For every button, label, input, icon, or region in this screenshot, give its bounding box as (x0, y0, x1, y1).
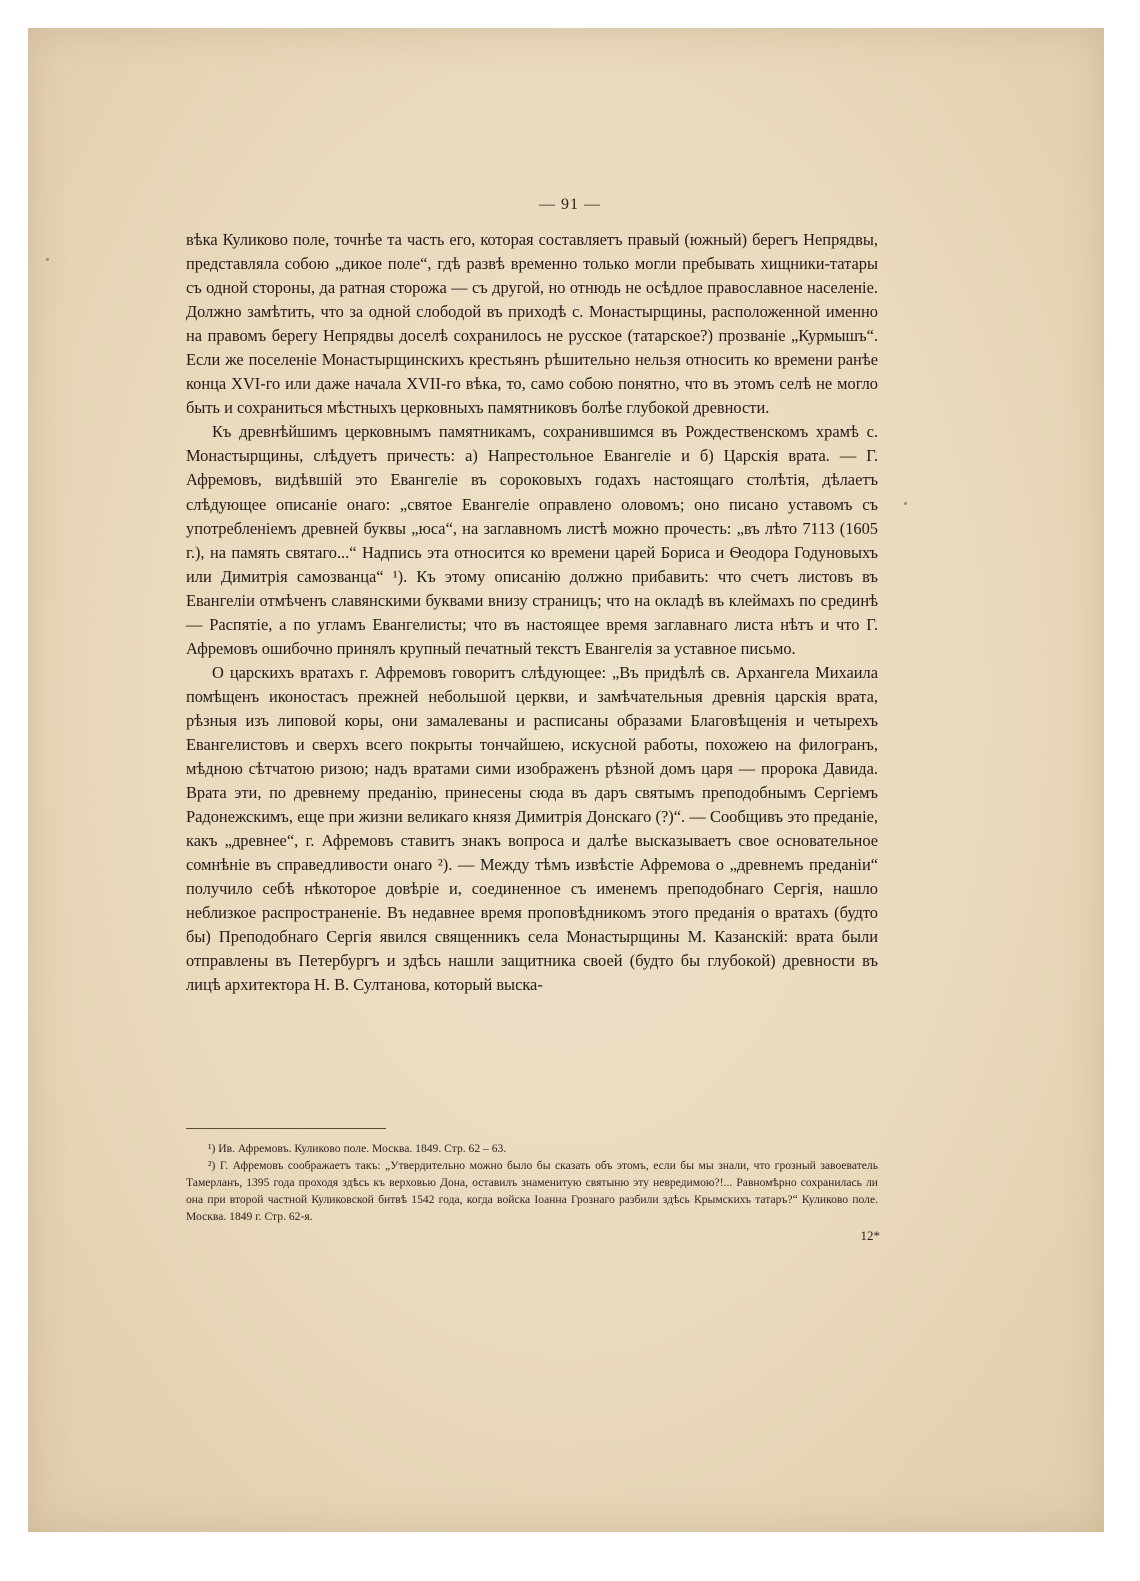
body-text (186, 228, 878, 998)
paragraph-3: О царскихъ вратахъ г. Афремовъ говоритъ слѣдующее: „Въ придѣлѣ св. Архангела Михаила помѣщенъ иконостасъ прежней небольшой церкви, и замѣчательныя древнія царскія врата, рѣзныя изъ липовой коры, они замалеваны и расписаны образами Благовѣщенія и четырехъ Евангелистовъ и сверхъ всего покрыты тончайшею, искусной работы, похожею на филогранъ, мѣдною сѣтчатою ризою; надъ вратами сими изображенъ рѣзной домъ царя — пророка Давида. Врата эти, по древнему преданію, принесены сюда въ даръ святымъ преподобнымъ Сергіемъ Радонежскимъ, еще при жизни великаго князя Димитрія Донскаго (?)“. — Сообщивъ это преданіе, какъ „древнее“, г. Афремовъ ставитъ знакъ вопроса и далѣе высказываетъ свое основательное сомнѣніе въ справедливости онаго ²). — Между тѣмъ извѣстіе Афремова о „древнемъ преданіи“ получило себѣ нѣкоторое довѣріе и, соединенное съ именемъ преподобнаго Сергія, нашло неблизкое распространеніе. Въ недавнее время проповѣдникомъ этого преданія о вратахъ (будто бы) Преподобнаго Сергія явился священникъ села Монастырщины М. Казанскій: врата были отправлены въ Петербургъ и здѣсь нашли защитника своей (будто бы глубокой) древности въ лицѣ архитектора Н. В. Султанова, который выска- (186, 662, 878, 995)
footnote-2: ²) Г. Афремовъ соображаетъ такъ: „Утвердительно можно было бы сказать объ этомъ, если бы мы знали, что грозный завоеватель Тамерланъ, 1395 года проходя здѣсь къ верховью Дона, оставилъ знаменитую святыню эту невредимою?!... Равномѣрно сохранилась ли она при второй частной Куликовской битвѣ 1542 года, когда войска Іоанна Грознаго разбили здѣсь Крымскихъ татаръ?“ Куликово поле. Москва. 1849 г. Стр. 62-я. (186, 1159, 878, 1223)
paragraph-1: вѣка Куликово поле, точнѣе та часть его, которая составляетъ правый (южный) берегъ Непрядвы, представляла собою „дикое поле“, гдѣ развѣ временно только могли пребывать хищники-татары съ одной стороны, да ратная сторожа — съ другой, но отнюдь не осѣдлое православное населеніе. Должно замѣтить, что за одной слободой въ приходѣ с. Монастырщины, расположенной именно на правомъ берегу Непрядвы доселѣ сохранилось не русское (татарское?) прозваніе „Курмышъ“. Если же поселеніе Монастырщинскихъ крестьянъ рѣшительно нельзя относить ко времени ранѣе конца XVI-го или даже начала XVII-го вѣка, то, само собою понятно, что въ этомъ селѣ не могло быть и сохраниться мѣстныхъ церковныхъ памятниковъ болѣе глубокой древности. (186, 230, 878, 418)
footnotes (186, 1140, 878, 1225)
paragraph-2: Къ древнѣйшимъ церковнымъ памятникамъ, сохранившимся въ Рождественскомъ храмѣ с. Монастырщины, слѣдуетъ причесть: а) Напрестольное Евангеліе и б) Царскія врата. — Г. Афремовъ, видѣвшій это Евангеліе въ сороковыхъ годахъ настоящаго столѣтія, дѣлаетъ слѣдующее описаніе онаго: „святое Евангеліе оправлено оловомъ; оно писано уставомъ съ употребленіемъ древней буквы „юса“, на заглавномъ листѣ можно прочесть: „въ лѣто 7113 (1605 г.), на память святаго...“ Надпись эта относится ко времени царей Бориса и Ѳеодора Годуновыхъ или Димитрія самозванца“ ¹). Къ этому описанію должно прибавить: что счетъ листовъ въ Евангеліи отмѣченъ славянскими буквами внизу страницъ; что на окладѣ въ клеймахъ по срединѣ — Распятіе, а по угламъ Евангелисты; что въ настоящее время заглавнаго листа нѣтъ и что Г. Афремовъ ошибочно принялъ крупный печатный текстъ Евангелія за уставное письмо. (186, 422, 878, 658)
paper-speck (46, 258, 49, 261)
paper-speck (904, 502, 907, 505)
footnote-1: ¹) Ив. Афремовъ. Куликово поле. Москва. 1849. Стр. 62 – 63. (208, 1142, 507, 1155)
signature-mark: 12* (860, 1228, 880, 1243)
footnote-divider (186, 1128, 386, 1129)
page-number: — 91 — (539, 196, 601, 213)
